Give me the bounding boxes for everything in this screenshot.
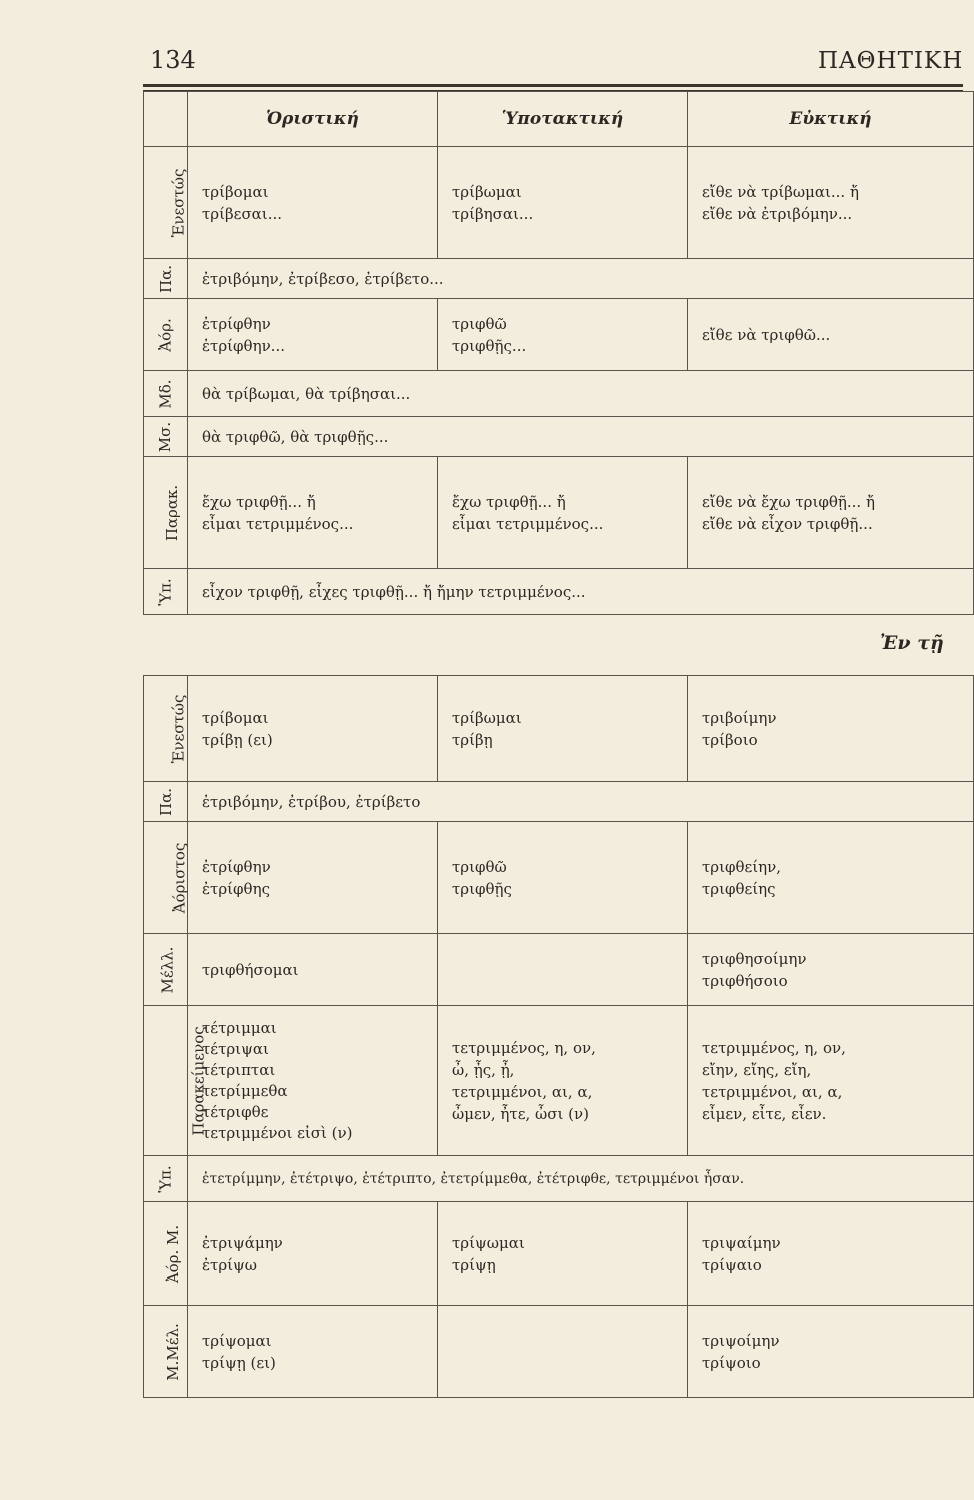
running-head: ΠΑΘΗΤΙΚΗ xyxy=(818,48,964,74)
form: εἶμαι τετριμμένος... xyxy=(452,514,604,533)
form: θὰ τριφθῶ, θὰ τριφθῇς... xyxy=(188,417,974,457)
form: τρίψαιο xyxy=(702,1255,762,1274)
row-label: Μ.Μέλ. xyxy=(163,1322,182,1381)
table-row xyxy=(144,457,974,569)
form: θὰ τρίβωμαι, θὰ τρίβησαι... xyxy=(188,371,974,417)
form: τέτριμμαι xyxy=(202,1018,277,1037)
table-row xyxy=(144,1156,974,1202)
table-row xyxy=(144,569,974,615)
form: τετριμμένοι εἰσὶ (ν) xyxy=(202,1123,353,1142)
form: εἴθε νὰ τριφθῶ... xyxy=(702,325,831,344)
row-label: Ἀόρ. xyxy=(156,317,175,352)
form: εἴθε νὰ ἐτριβόμην... xyxy=(702,204,853,223)
form: τριψαίμην xyxy=(702,1233,781,1252)
row-label: Παρακ. xyxy=(163,484,182,541)
table-row xyxy=(144,676,974,782)
table-row xyxy=(144,1306,974,1398)
form: ἐτρίφθης xyxy=(202,879,270,898)
form: ἐτρίφθην xyxy=(202,314,271,333)
row-label: Ὑπ. xyxy=(156,577,175,606)
row-label: Ἀόριστος xyxy=(170,842,189,913)
form: τριφθήσομαι xyxy=(202,960,299,979)
page-number: 134 xyxy=(150,46,196,74)
form: εἶμαι τετριμμένος... xyxy=(202,514,354,533)
form: τριφθῇς... xyxy=(452,336,527,355)
header-subjunctive: Ὑποτακτική xyxy=(438,92,688,147)
row-label: Μσ. xyxy=(156,421,175,452)
form: εἶχον τριφθῇ, εἶχες τριφθῇ... ἤ ἤμην τετριμμένος... xyxy=(188,569,974,615)
table-row xyxy=(144,1202,974,1306)
table-row xyxy=(144,259,974,299)
table-row xyxy=(144,299,974,371)
form: τρίβῃ xyxy=(452,730,493,749)
form: τριφθείης xyxy=(702,879,776,898)
form: τριφθῶ xyxy=(452,857,507,876)
form: εἴθε νὰ ἔχω τριφθῇ... ἤ xyxy=(702,492,875,511)
form: ἐτριψάμην xyxy=(202,1233,283,1252)
row-label: Ἀόρ. Μ. xyxy=(164,1224,183,1283)
form: ὦμεν, ἦτε, ὦσι (ν) xyxy=(452,1104,589,1123)
section-title: Ἐν τῇ xyxy=(880,632,944,654)
form: ἐτετρίμμην, ἐτέτριψο, ἐτέτριπτο, ἐτετρίμμεθα, ἐτέτριφθε, τετριμμένοι ἦσαν. xyxy=(188,1156,974,1202)
form: τέτριφθε xyxy=(202,1102,269,1121)
row-label: Ὑπ. xyxy=(156,1164,175,1193)
form: τρίψοιο xyxy=(702,1353,761,1372)
form: εἴην, εἴης, εἴη, xyxy=(702,1060,812,1079)
form: τριφθείην, xyxy=(702,857,782,876)
table-header-row xyxy=(144,92,974,147)
row-label: Πα. xyxy=(156,264,175,293)
table-row xyxy=(144,371,974,417)
form: ἐτριβόμην, ἐτρίβου, ἐτρίβετο xyxy=(188,782,974,822)
row-label: Παρακείμενος xyxy=(189,1025,208,1136)
form: τριφθῶ xyxy=(452,314,507,333)
table-row xyxy=(144,822,974,934)
form: τρίβοιο xyxy=(702,730,758,749)
form: ἐτριβόμην, ἐτρίβεσο, ἐτρίβετο... xyxy=(188,259,974,299)
form: τρίβεσαι... xyxy=(202,204,282,223)
form: τρίβῃ (ει) xyxy=(202,730,273,749)
table-row xyxy=(144,417,974,457)
form: τριψοίμην xyxy=(702,1331,780,1350)
form: τρίβωμαι xyxy=(452,182,522,201)
header-indicative: Ὁριστική xyxy=(188,92,438,147)
form: εἶμεν, εἶτε, εἶεν. xyxy=(702,1104,827,1123)
form: τέτριπται xyxy=(202,1060,276,1079)
form: τρίβομαι xyxy=(202,708,269,727)
form: τρίβομαι xyxy=(202,182,269,201)
table-row xyxy=(144,1006,974,1156)
row-label: Μδ. xyxy=(156,378,175,409)
form: τρίψῃ (ει) xyxy=(202,1353,276,1372)
form: τρίβησαι... xyxy=(452,204,534,223)
form: τριφθῇς xyxy=(452,879,512,898)
form: ἐτρίψω xyxy=(202,1255,258,1274)
table-row xyxy=(144,934,974,1006)
form: ἐτρίφθην... xyxy=(202,336,285,355)
form: ἐτρίφθην xyxy=(202,857,271,876)
form: τετριμμένος, η, ον, xyxy=(702,1038,846,1057)
form: τρίψωμαι xyxy=(452,1233,525,1252)
form: ὦ, ᾖς, ᾖ, xyxy=(452,1060,515,1079)
form: τέτριψαι xyxy=(202,1039,269,1058)
form: εἴθε νὰ εἶχον τριφθῇ... xyxy=(702,514,873,533)
table-row xyxy=(144,147,974,259)
form: τριβοίμην xyxy=(702,708,777,727)
form: τρίψομαι xyxy=(202,1331,272,1350)
form: εἴθε νὰ τρίβωμαι... ἤ xyxy=(702,182,859,201)
form: ἔχω τριφθῇ... ἤ xyxy=(202,492,316,511)
form: τριφθήσοιο xyxy=(702,971,788,990)
row-label: Μέλλ. xyxy=(158,946,177,993)
conjugation-table-1 xyxy=(143,91,974,615)
row-label: Ἐνεστώς xyxy=(169,694,188,763)
form: τετρίμμεθα xyxy=(202,1081,288,1100)
form: ἔχω τριφθῇ... ἤ xyxy=(452,492,566,511)
form: τριφθησοίμην xyxy=(702,949,807,968)
conjugation-table-2 xyxy=(143,675,974,1398)
header-optative: Εὐκτική xyxy=(688,92,974,147)
form: τετριμμένοι, αι, α, xyxy=(702,1082,843,1101)
form: τετριμμένος, η, ον, xyxy=(452,1038,596,1057)
form: τρίψῃ xyxy=(452,1255,496,1274)
form: τρίβωμαι xyxy=(452,708,522,727)
form: τετριμμένοι, αι, α, xyxy=(452,1082,593,1101)
row-label: Ἐνεστώς xyxy=(169,168,188,237)
table-row xyxy=(144,782,974,822)
header-rule xyxy=(143,84,963,87)
row-label: Πα. xyxy=(156,787,175,816)
